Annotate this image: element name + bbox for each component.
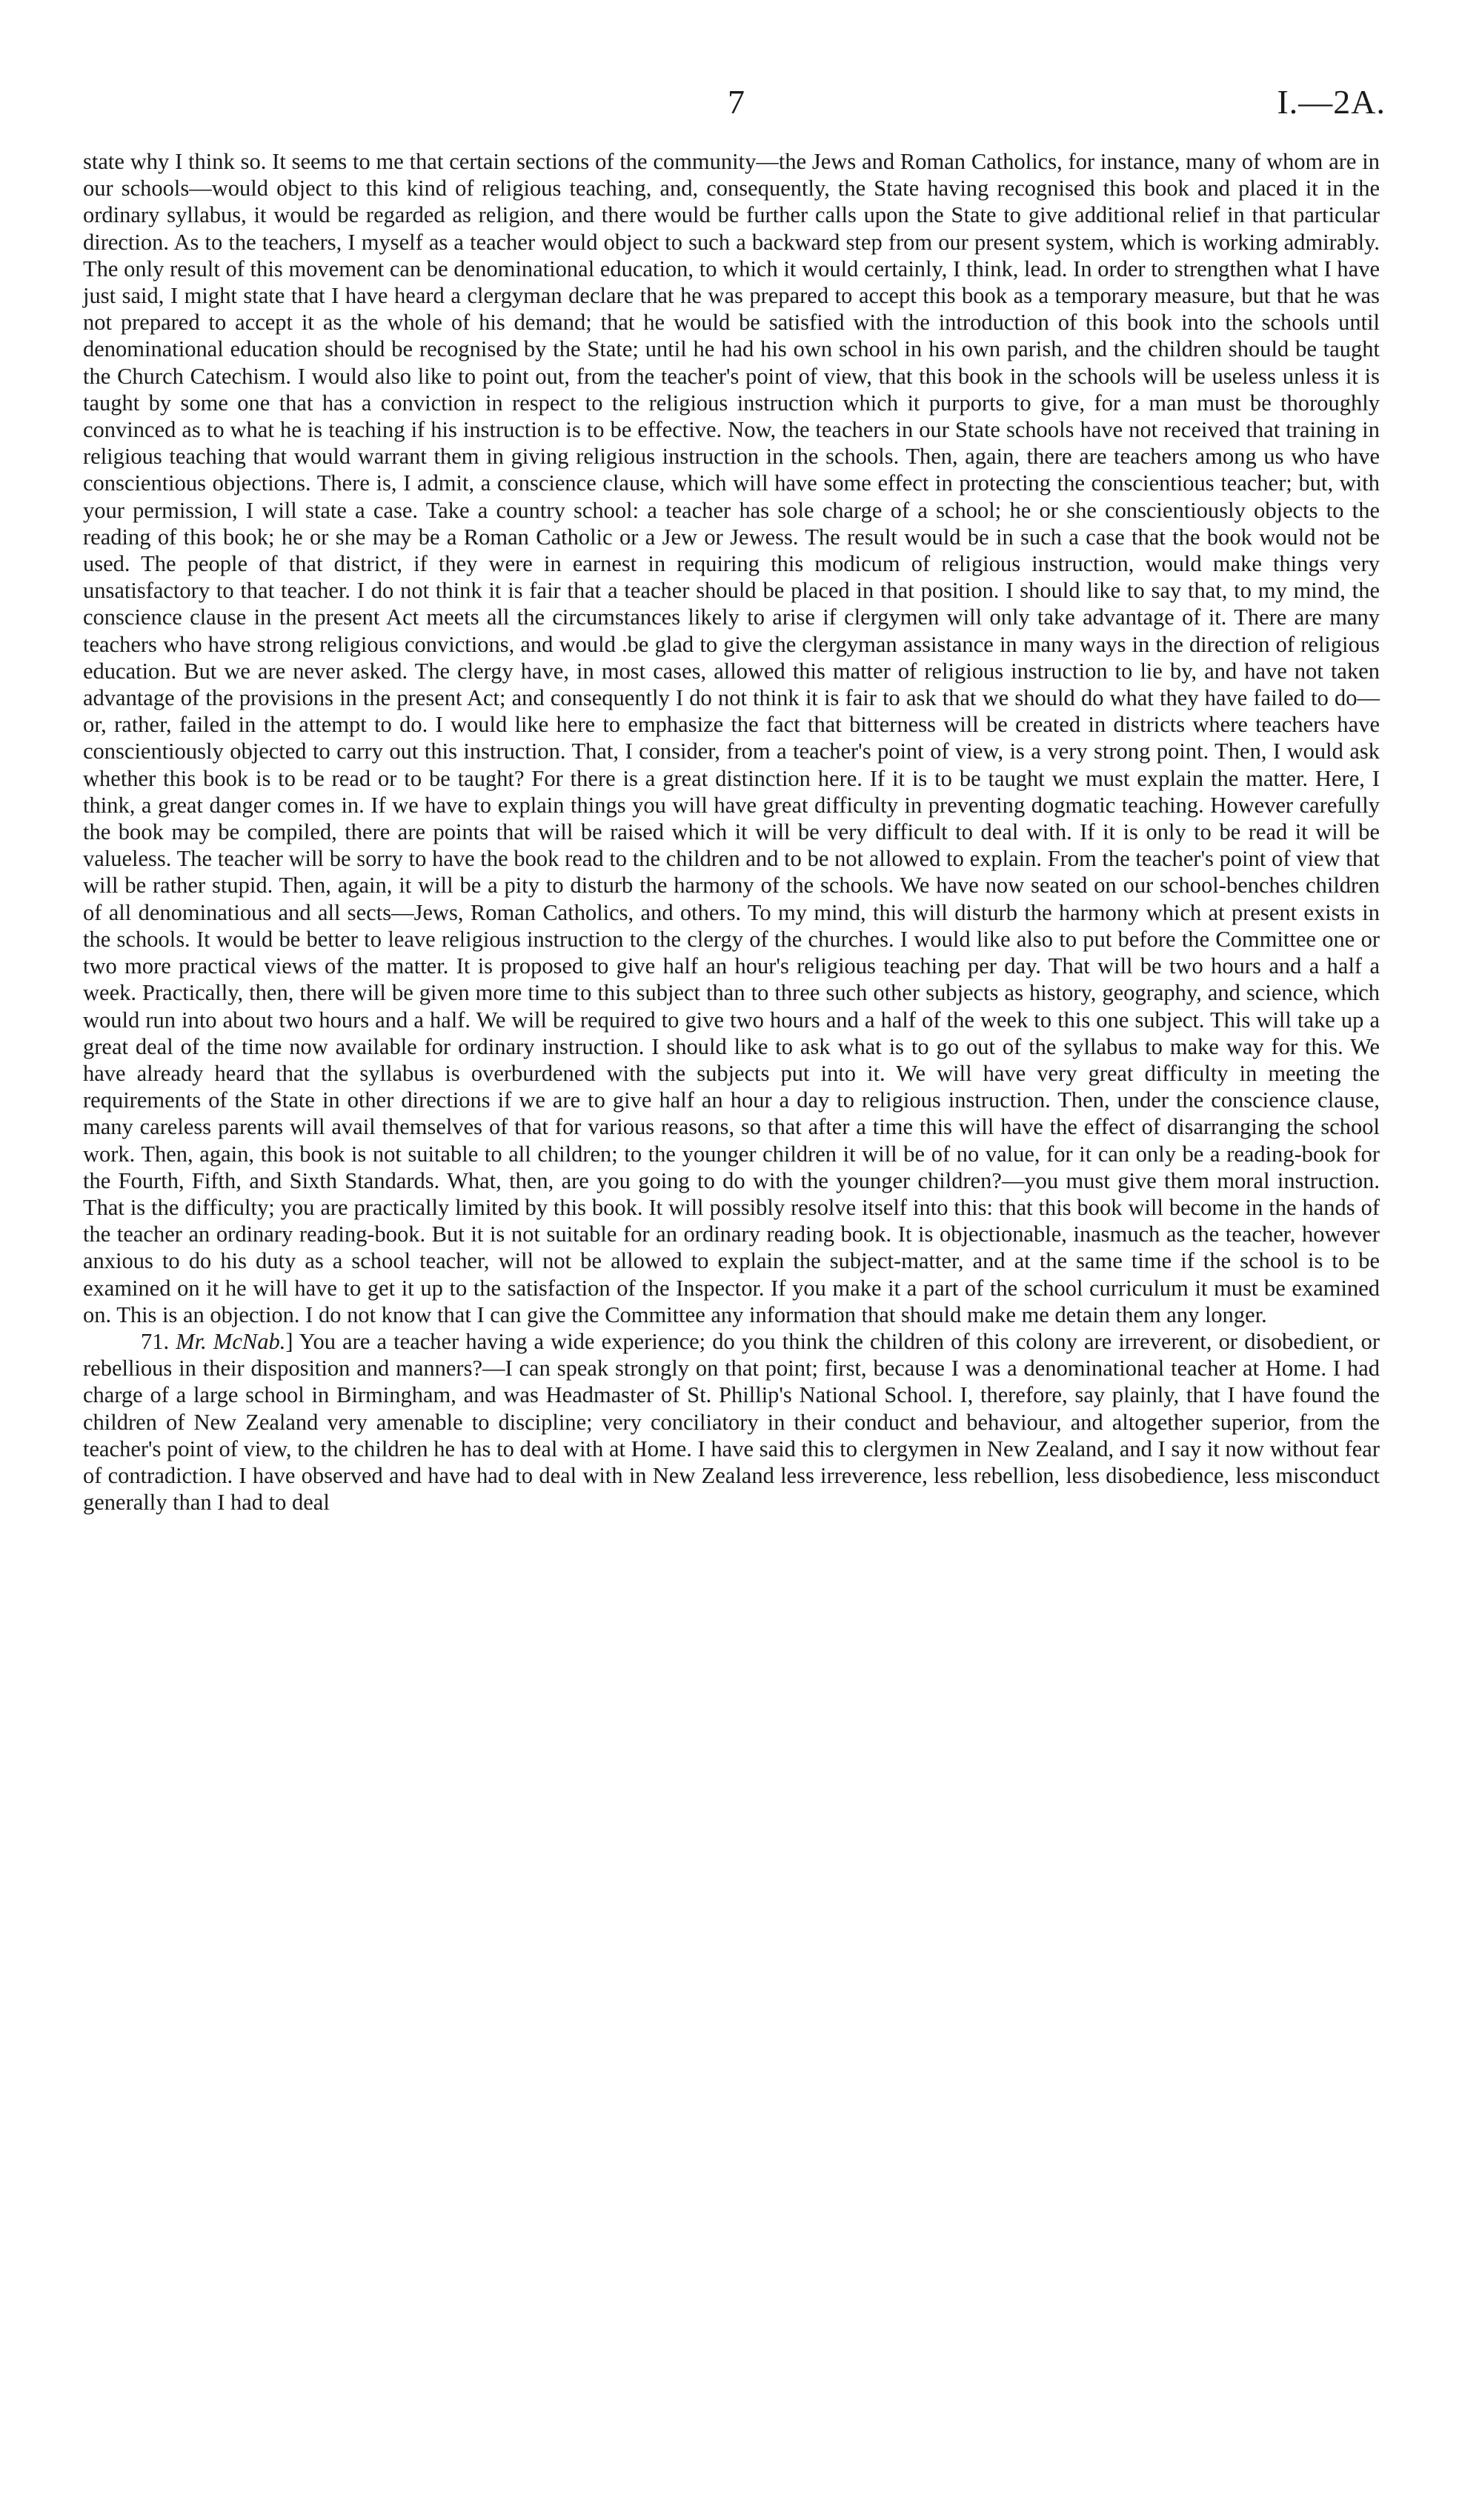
paper-reference: I.—2A. (1277, 83, 1386, 121)
document-body (83, 148, 1380, 1516)
question-number: 71. (141, 1328, 170, 1354)
questioner-name: Mr. McNab. (176, 1328, 286, 1354)
question-71 (83, 1328, 1380, 1516)
continued-paragraph: state why I think so. It seems to me that certain sections of the community—the Jews and Roman Catholics, for instance, many of whom are in our schools—would object to this kind of religious teaching, and, consequently, the State having recognised this book and placed it in the ordinary syllabus, it would be regarded as religion, and there would be further calls upon the State to give additional relief in that particular direction. As to the teachers, I myself as a teacher would object to such a backward step from our present system, which is working admirably. The only result of this movement can be denominational education, to which it would certainly, I think, lead. In order to strengthen what I have just said, I might state that I have heard a clergyman declare that he was prepared to accept this book as a temporary measure, but that he was not prepared to accept it as the whole of his demand; that he would be satisfied with the introduction of this book into the schools until denominational education should be recognised by the State; until he had his own school in his own parish, and the children should be taught the Church Catechism. I would also like to point out, from the teacher's point of view, that this book in the schools will be useless unless it is taught by some one that has a conviction in respect to the religious instruction which it purports to give, for a man must be thoroughly convinced as to what he is teaching if his instruction is to be effective. Now, the teachers in our State schools have not received that training in religious teaching that would warrant them in giving religious instruction in the schools. Then, again, there are teachers among us who have conscientious objections. There is, I admit, a conscience clause, which will have some effect in protecting the conscientious teacher; but, with your permission, I will state a case. Take a country school: a teacher has sole charge of a school; he or she conscientiously objects to the reading of this book; he or she may be a Roman Catholic or a Jew or Jewess. The result would be in such a case that the book would not be used. The people of that district, if they were in earnest in requiring this modicum of religious instruction, would make things very unsatisfactory to that teacher. I do not think it is fair that a teacher should be placed in that position. I should like to say that, to my mind, the conscience clause in the present Act meets all the circumstances likely to arise if clergymen will only take advantage of it. There are many teachers who have strong religious convictions, and would .be glad to give the clergyman assistance in many ways in the direction of religious education. But we are never asked. The clergy have, in most cases, allowed this matter of religious instruction to lie by, and have not taken advantage of the provisions in the present Act; and consequently I do not think it is fair to ask that we should do what they have failed to do—or, rather, failed in the attempt to do. I would like here to emphasize the fact that bitterness will be created in districts where teachers have conscientiously objected to carry out this instruction. That, I consider, from a teacher's point of view, is a very strong point. Then, I would ask whether this book is to be read or to be taught? For there is a great distinction here. If it is to be taught we must explain the matter. Here, I think, a great danger comes in. If we have to explain things you will have great difficulty in preventing dogmatic teaching. However carefully the book may be compiled, there are points that will be raised which it will be very difficult to deal with. If it is only to be read it will be valueless. The teacher will be sorry to have the book read to the children and to be not allowed to explain. From the teacher's point of view that will be rather stupid. Then, again, it will be a pity to disturb the harmony of the schools. We have now seated on our school-benches children of all denominatious and all sects—Jews, Roman Catholics, and others. To my mind, this will disturb the harmony which at present exists in the schools. It would be better to leave religious instruction to the clergy of the churches. I would like also to put before the Committee one or two more practical views of the matter. It is proposed to give half an hour's religious teaching per day. That will be two hours and a half a week. Practically, then, there will be given more time to this subject than to three such other subjects as history, geography, and science, which would run into about two hours and a half. We will be required to give two hours and a half of the week to this one subject. This will take up a great deal of the time now available for ordinary instruction. I should like to ask what is to go out of the syllabus to make way for this. We have already heard that the syllabus is overburdened with the subjects put into it. We will have very great difficulty in meeting the requirements of the State in other directions if we are to give half an hour a day to religious instruction. Then, under the conscience clause, many careless parents will avail themselves of that for various reasons, so that after a time this will have the effect of disarranging the school work. Then, again, this book is not suitable to all children; to the younger children it will be of no value, for it can only be a reading-book for the Fourth, Fifth, and Sixth Standards. What, then, are you going to do with the younger children?—you must give them moral instruction. That is the difficulty; you are practically limited by this book. It will possibly resolve itself into this: that this book will become in the hands of the teacher an ordinary reading-book. But it is not suitable for an ordinary reading book. It is objectionable, inasmuch as the teacher, however anxious to do his duty as a school teacher, will not be allowed to explain the subject-matter, and at the same time if the school is to be examined on it he will have to get it up to the satisfaction of the Inspector. If you make it a part of the school curriculum it must be examined on. This is an objection. I do not know that I can give the Committee any information that should make me detain them any longer. (83, 149, 1380, 1327)
speaker-bracket: ] (285, 1328, 293, 1354)
question-answer-text: You are a teacher having a wide experience; do you think the children of this colony are irreverent, or disobedient, or rebellious in their disposition and manners?—I can speak strongly on that point; first, because I was a denominational teacher at Home. I had charge of a large school in Birmingham, and was Headmaster of St. Phillip's National School. I, therefore, say plainly, that I have found the children of New Zealand very amenable to discipline; very conciliatory in their conduct and behaviour, and altogether superior, from the teacher's point of view, to the children he has to deal with at Home. I have said this to clergymen in New Zealand, and I say it now without fear of contradiction. I have observed and have had to deal with in New Zealand less irreverence, less rebellion, less disobedience, less misconduct generally than I had to deal (83, 1328, 1380, 1516)
page-number: 7 (728, 83, 745, 121)
page-header (0, 80, 1479, 124)
